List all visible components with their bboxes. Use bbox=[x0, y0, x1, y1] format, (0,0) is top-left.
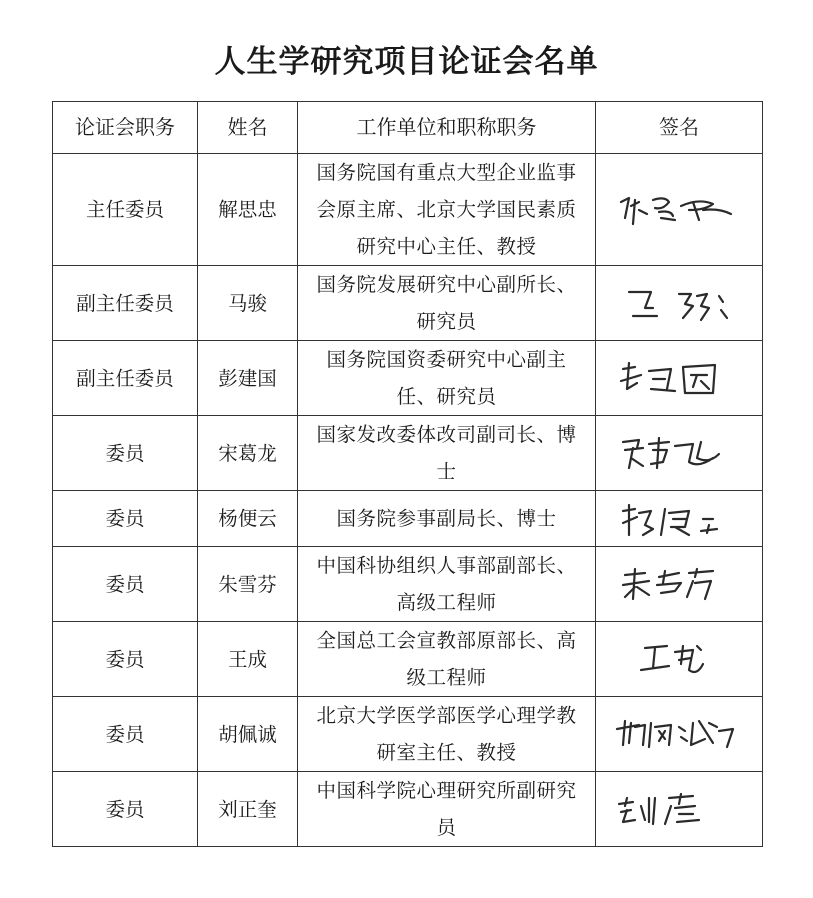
cell-unit bbox=[298, 622, 596, 697]
handwritten-signature bbox=[609, 497, 749, 541]
cell-name: 王成 bbox=[198, 622, 298, 697]
cell-signature bbox=[596, 547, 763, 622]
handwritten-signature bbox=[609, 353, 749, 403]
header-role: 论证会职务 bbox=[53, 102, 198, 154]
header-name: 姓名 bbox=[198, 102, 298, 154]
unit-text: 国务院发展研究中心副所长、研究员 bbox=[316, 273, 577, 333]
cell-role: 副主任委员 bbox=[53, 341, 198, 416]
cell-signature bbox=[596, 622, 763, 697]
header-signature: 签名 bbox=[596, 102, 763, 154]
table-row bbox=[53, 697, 763, 772]
handwritten-signature bbox=[609, 180, 749, 240]
cell-signature bbox=[596, 697, 763, 772]
unit-text: 中国科学院心理研究所副研究员 bbox=[316, 779, 577, 839]
cell-unit bbox=[298, 491, 596, 547]
cell-signature bbox=[596, 154, 763, 266]
cell-role: 委员 bbox=[53, 772, 198, 847]
unit-text: 全国总工会宣教部原部长、高级工程师 bbox=[316, 629, 577, 689]
cell-role: 委员 bbox=[53, 697, 198, 772]
table-row bbox=[53, 622, 763, 697]
cell-role: 委员 bbox=[53, 622, 198, 697]
handwritten-signature bbox=[609, 709, 749, 759]
table-header-row bbox=[53, 102, 763, 154]
document-title: 人生学研究项目论证会名单 bbox=[214, 44, 599, 80]
cell-signature bbox=[596, 416, 763, 491]
handwritten-signature bbox=[609, 428, 749, 478]
cell-name: 解思忠 bbox=[198, 154, 298, 266]
cell-unit bbox=[298, 697, 596, 772]
cell-unit bbox=[298, 416, 596, 491]
cell-unit bbox=[298, 154, 596, 266]
cell-name: 杨便云 bbox=[198, 491, 298, 547]
cell-signature bbox=[596, 341, 763, 416]
cell-name: 朱雪芬 bbox=[198, 547, 298, 622]
cell-name: 宋葛龙 bbox=[198, 416, 298, 491]
cell-unit bbox=[298, 341, 596, 416]
table-row bbox=[53, 154, 763, 266]
cell-signature bbox=[596, 772, 763, 847]
cell-role: 委员 bbox=[53, 547, 198, 622]
cell-role: 主任委员 bbox=[53, 154, 198, 266]
handwritten-signature bbox=[609, 559, 749, 609]
handwritten-signature bbox=[609, 784, 749, 834]
cell-name: 刘正奎 bbox=[198, 772, 298, 847]
cell-signature bbox=[596, 491, 763, 547]
cell-unit bbox=[298, 547, 596, 622]
unit-text: 国务院国资委研究中心副主任、研究员 bbox=[326, 348, 567, 408]
unit-text: 国务院国有重点大型企业监事会原主席、北京大学国民素质研究中心主任、教授 bbox=[316, 161, 577, 258]
unit-text: 中国科协组织人事部副部长、高级工程师 bbox=[316, 554, 577, 614]
unit-text: 北京大学医学部医学心理学教研室主任、教授 bbox=[316, 704, 577, 764]
table-row bbox=[53, 772, 763, 847]
cell-name: 马骏 bbox=[198, 266, 298, 341]
handwritten-signature bbox=[609, 278, 749, 328]
cell-role: 副主任委员 bbox=[53, 266, 198, 341]
table-row bbox=[53, 266, 763, 341]
cell-name: 彭建国 bbox=[198, 341, 298, 416]
table-row bbox=[53, 547, 763, 622]
cell-name: 胡佩诚 bbox=[198, 697, 298, 772]
handwritten-signature bbox=[609, 634, 749, 684]
cell-role: 委员 bbox=[53, 491, 198, 547]
table-row bbox=[53, 341, 763, 416]
committee-roster-table bbox=[52, 101, 763, 847]
cell-unit bbox=[298, 266, 596, 341]
unit-text: 国家发改委体改司副司长、博士 bbox=[316, 423, 577, 483]
cell-role: 委员 bbox=[53, 416, 198, 491]
unit-text: 国务院参事副局长、博士 bbox=[336, 507, 557, 530]
header-unit: 工作单位和职称职务 bbox=[298, 102, 596, 154]
cell-signature bbox=[596, 266, 763, 341]
table-row bbox=[53, 491, 763, 547]
cell-unit bbox=[298, 772, 596, 847]
table-row bbox=[53, 416, 763, 491]
